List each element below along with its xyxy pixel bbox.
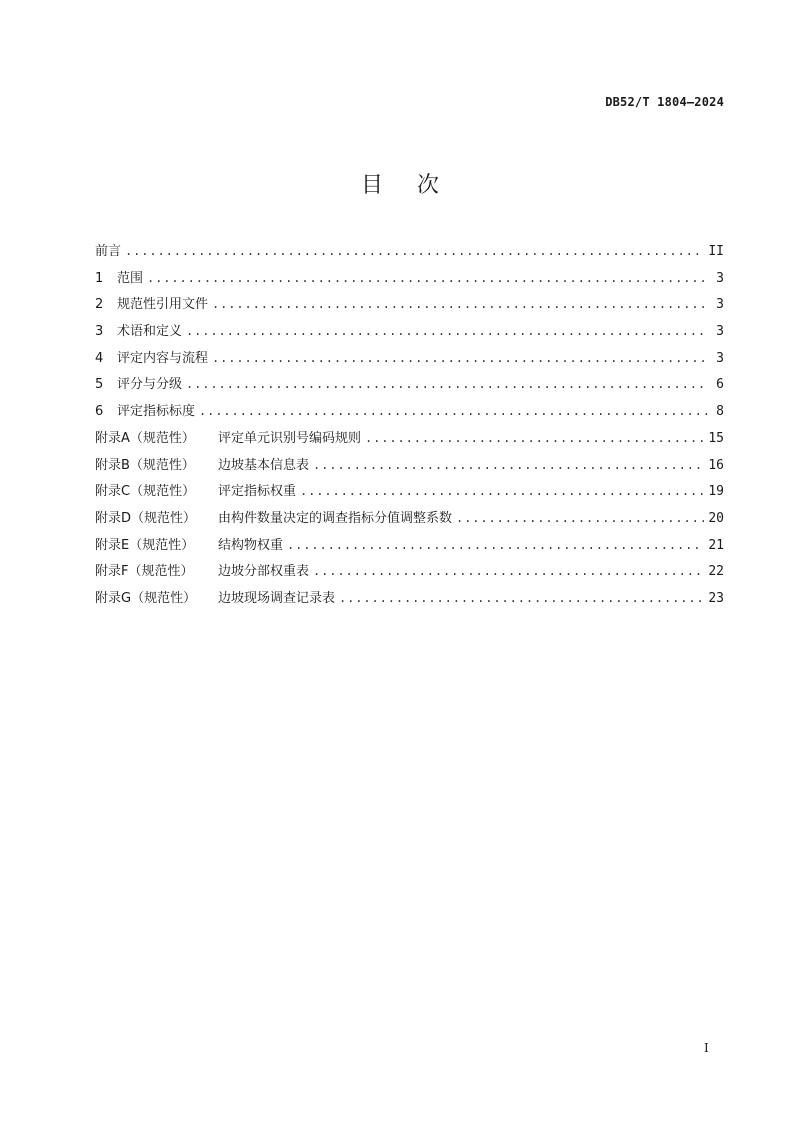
- toc-entry-label: 评定指标权重: [218, 484, 297, 500]
- toc-entry-scope[interactable]: [95, 268, 724, 295]
- toc-entry-number: 5: [95, 377, 104, 393]
- toc-entry-number: 4: [95, 350, 104, 366]
- toc-leader-dots: [125, 241, 704, 261]
- toc-entry-page: 3: [716, 324, 724, 340]
- toc-entry-page: 22: [708, 564, 724, 580]
- toc-entry-appendix-tag: 附录B（规范性）: [95, 457, 195, 473]
- toc-entry-number: 3: [95, 324, 104, 340]
- toc-leader-dots: [186, 374, 708, 394]
- toc-entry-page: 23: [708, 590, 724, 606]
- toc-entry-appendix-b[interactable]: [95, 455, 724, 482]
- toc-entry-page: 15: [708, 430, 724, 446]
- toc-entry-foreword[interactable]: [95, 241, 724, 268]
- toc-entry-label: 范围: [117, 270, 144, 286]
- toc-entry-appendix-tag: 附录A（规范性）: [95, 430, 195, 446]
- toc-entry-label: 前言: [95, 244, 122, 259]
- toc-leader-dots: [212, 348, 708, 368]
- toc-entry-indicator-scale[interactable]: [95, 401, 724, 428]
- toc-entry-appendix-g[interactable]: [95, 588, 724, 615]
- toc-entry-page: 21: [708, 537, 724, 553]
- toc-leader-dots: [313, 561, 704, 581]
- toc-entry-page: 6: [716, 377, 724, 393]
- toc-entry-label: 规范性引用文件: [117, 297, 209, 313]
- toc-leader-dots: [339, 588, 704, 608]
- toc-entry-terms-definitions[interactable]: [95, 321, 724, 348]
- toc-entry-label: 边坡现场调查记录表: [218, 590, 336, 606]
- toc-leader-dots: [287, 535, 704, 555]
- toc-entry-label: 评定单元识别号编码规则: [218, 430, 362, 446]
- toc-entry-appendix-tag: 附录G（规范性）: [95, 590, 197, 606]
- toc-entry-appendix-tag: 附录C（规范性）: [95, 484, 196, 500]
- toc-entry-appendix-e[interactable]: [95, 535, 724, 562]
- toc-entry-appendix-c[interactable]: [95, 481, 724, 508]
- toc-leader-dots: [212, 294, 708, 314]
- toc-entry-page: 3: [716, 270, 724, 286]
- page-number: I: [704, 1041, 709, 1055]
- toc-leader-dots: [147, 268, 708, 288]
- toc-entry-normative-references[interactable]: [95, 294, 724, 321]
- toc-entry-label: 边坡基本信息表: [218, 457, 310, 473]
- toc-entry-appendix-a[interactable]: [95, 428, 724, 455]
- toc-entry-page: 19: [708, 484, 724, 500]
- toc-entry-label: 边坡分部权重表: [218, 564, 310, 580]
- toc-entry-page: 16: [708, 457, 724, 473]
- toc-entry-page: 20: [708, 510, 724, 526]
- toc-entry-number: 1: [95, 270, 104, 286]
- toc-entry-label: 由构件数量决定的调查指标分值调整系数: [218, 510, 453, 526]
- toc-entry-appendix-f[interactable]: [95, 561, 724, 588]
- toc-leader-dots: [456, 508, 704, 528]
- toc-entry-scoring-grading[interactable]: [95, 374, 724, 401]
- toc-entry-number: 2: [95, 297, 104, 313]
- toc-entry-appendix-tag: 附录D（规范性）: [95, 510, 197, 526]
- toc-entry-page: II: [708, 244, 724, 259]
- toc-entry-label: 评定内容与流程: [117, 350, 209, 366]
- toc-entry-page: 3: [716, 350, 724, 366]
- toc-entry-appendix-tag: 附录E（规范性）: [95, 537, 195, 553]
- toc-leader-dots: [300, 481, 704, 501]
- toc-entry-assessment-process[interactable]: [95, 348, 724, 375]
- toc-entry-label: 结构物权重: [218, 537, 284, 553]
- toc-entry-appendix-tag: 附录F（规范性）: [95, 564, 194, 580]
- page-title: 目次: [360, 173, 473, 198]
- toc-leader-dots: [313, 455, 704, 475]
- toc-leader-dots: [365, 428, 704, 448]
- toc-entry-appendix-d[interactable]: [95, 508, 724, 535]
- toc-entry-label: 术语和定义: [117, 324, 183, 340]
- table-of-contents: [95, 241, 724, 615]
- document-code: DB52/T 1804—2024: [605, 95, 724, 109]
- toc-entry-number: 6: [95, 404, 104, 420]
- toc-leader-dots: [186, 321, 708, 341]
- toc-leader-dots: [199, 401, 708, 421]
- toc-entry-label: 评定指标标度: [117, 404, 196, 420]
- toc-entry-label: 评分与分级: [117, 377, 183, 393]
- toc-entry-page: 8: [716, 404, 724, 420]
- toc-entry-page: 3: [716, 297, 724, 313]
